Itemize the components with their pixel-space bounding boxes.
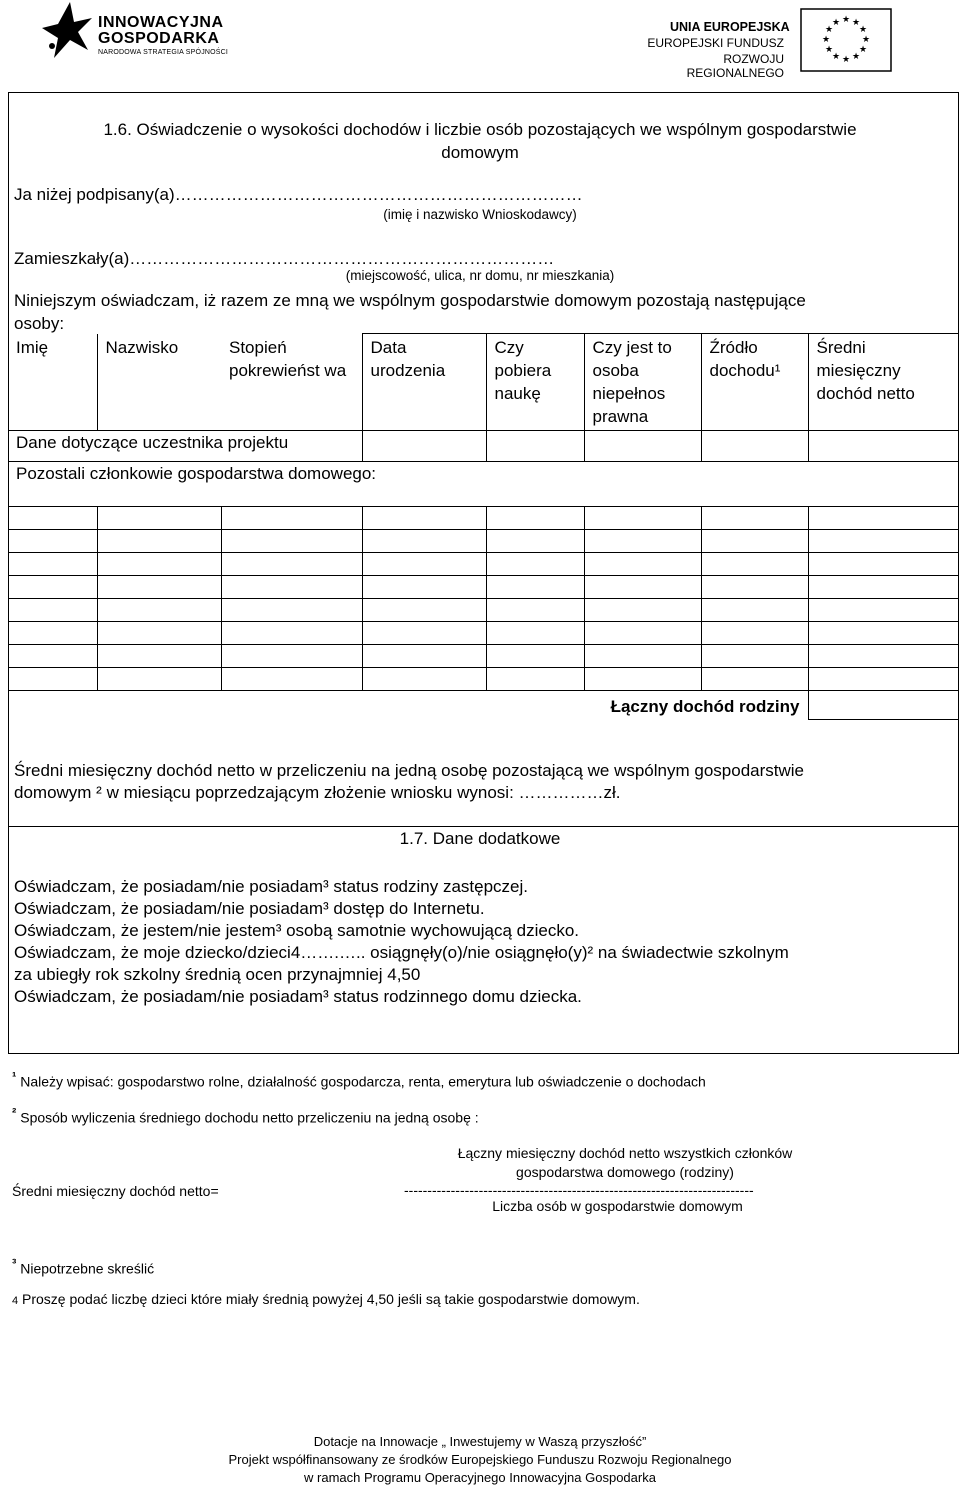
table-cell[interactable]	[362, 530, 486, 553]
table-cell[interactable]	[701, 599, 808, 622]
section-divider	[8, 826, 959, 827]
others-label-row	[8, 462, 959, 507]
participant-row	[8, 431, 959, 462]
table-cell[interactable]	[8, 507, 97, 530]
footer-line1: Dotacje na Innowacje „ Inwestujemy w Waszą przyszłość”	[313, 1434, 647, 1449]
svg-text:★: ★	[824, 45, 834, 55]
table-cell[interactable]	[486, 599, 584, 622]
declaration-line2: osoby:	[14, 314, 65, 333]
table-cell[interactable]	[221, 645, 362, 668]
table-cell[interactable]	[486, 668, 584, 691]
footnote-4-mark: 4	[12, 1295, 19, 1307]
table-row	[8, 668, 959, 691]
col-header-first-name: Imię	[8, 334, 97, 431]
table-cell[interactable]	[8, 576, 97, 599]
table-cell[interactable]	[8, 622, 97, 645]
title-line1: 1.6. Oświadczenie o wysokości dochodów i liczbie osób pozostających we wspólnym gospodarstwie	[103, 120, 857, 139]
table-cell[interactable]	[97, 507, 221, 530]
footnote-1	[12, 1068, 706, 1091]
table-cell[interactable]	[701, 576, 808, 599]
summary-line1: Średni miesięczny dochód netto w przeliczeniu na jedną osobę pozostającą we wspólnym gospodarstwie	[14, 761, 805, 780]
statement-foster-family[interactable]: Oświadczam, że posiadam/nie posiadam³ status rodziny zastępczej.	[14, 877, 529, 896]
svg-text:★: ★	[831, 18, 841, 28]
table-cell[interactable]	[808, 599, 959, 622]
table-cell[interactable]	[486, 530, 584, 553]
svg-text:★: ★	[841, 15, 851, 25]
table-cell[interactable]	[808, 553, 959, 576]
footnote-4-text: Proszę podać liczbę dzieci które miały średnią powyżej 4,50 jeśli są takie gospodarstwie domowym.	[22, 1291, 640, 1307]
table-cell[interactable]	[221, 668, 362, 691]
table-cell[interactable]	[701, 668, 808, 691]
table-cell[interactable]	[584, 668, 701, 691]
statement-child-grades-cont: za ubiegły rok szkolny średnią ocen przynajmniej 4,50	[14, 965, 421, 984]
table-cell[interactable]	[701, 645, 808, 668]
table-cell[interactable]	[584, 576, 701, 599]
total-row	[8, 691, 959, 720]
svg-text:★: ★	[824, 25, 834, 35]
formula-denominator: Liczba osób w gospodarstwie domowym	[492, 1198, 743, 1214]
table-cell[interactable]	[8, 530, 97, 553]
table-cell[interactable]	[701, 553, 808, 576]
footnote-2-text: Sposób wyliczenia średniego dochodu netto przeliczeniu na jedną osobę :	[20, 1109, 479, 1126]
eu-logo-line3: ROZWOJU REGIONALNEGO	[686, 52, 784, 80]
footer-line2: Projekt współfinansowany ze środków Europejskiego Funduszu Rozwoju Regionalnego	[228, 1452, 732, 1467]
table-cell[interactable]	[808, 645, 959, 668]
eu-logo	[630, 8, 930, 80]
table-cell[interactable]	[97, 530, 221, 553]
svg-text:★: ★	[851, 18, 861, 28]
section-1-7-heading: 1.7. Dane dodatkowe	[399, 829, 561, 848]
table-cell[interactable]	[362, 599, 486, 622]
table-cell[interactable]	[362, 576, 486, 599]
svg-text:★: ★	[831, 52, 841, 62]
table-cell[interactable]	[362, 645, 486, 668]
participant-label: Dane dotyczące uczestnika projektu	[8, 431, 362, 462]
footnote-3-text: Niepotrzebne skreślić	[20, 1260, 155, 1277]
formula-numerator-line1: Łączny miesięczny dochód netto wszystkich członków	[457, 1145, 793, 1161]
table-cell[interactable]	[221, 507, 362, 530]
table-cell[interactable]	[362, 553, 486, 576]
table-cell[interactable]	[362, 668, 486, 691]
logo-text-line2: GOSPODARKA	[98, 30, 220, 47]
footnote-1-mark: ¹	[12, 1069, 17, 1084]
page-footer	[0, 1433, 960, 1487]
statement-family-orphanage[interactable]: Oświadczam, że posiadam/nie posiadam³ status rodzinnego domu dziecka.	[14, 987, 582, 1006]
table-cell[interactable]	[221, 530, 362, 553]
table-cell[interactable]	[701, 431, 808, 462]
declaration-line1: Niniejszym oświadczam, iż razem ze mną we wspólnym gospodarstwie domowym pozostają następujące	[14, 291, 806, 310]
table-cell[interactable]	[486, 645, 584, 668]
table-row	[8, 507, 959, 530]
statement-single-parent[interactable]: Oświadczam, że jestem/nie jestem³ osobą samotnie wychowującą dziecko.	[14, 921, 580, 940]
household-members-table	[8, 333, 959, 720]
table-cell[interactable]	[221, 553, 362, 576]
total-label: Łączny dochód rodziny	[8, 691, 808, 720]
table-cell[interactable]	[808, 431, 959, 462]
table-cell[interactable]	[97, 553, 221, 576]
eu-logo-line2: EUROPEJSKI FUNDUSZ	[647, 36, 784, 50]
additional-data-block	[14, 876, 954, 1008]
table-cell[interactable]	[221, 622, 362, 645]
statement-child-grades[interactable]: Oświadczam, że moje dziecko/dzieci4…….….. osiągnęły(o)/nie osiągnęło(y)² na świadectwie szkolnym	[14, 943, 789, 962]
table-cell[interactable]	[584, 553, 701, 576]
table-cell[interactable]	[584, 622, 701, 645]
svg-text:★: ★	[821, 35, 831, 45]
table-cell[interactable]	[701, 622, 808, 645]
eu-logo-line1: UNIA EUROPEJSKA	[670, 20, 790, 34]
resident-field[interactable]: Zamieszkały(a)…………………………………………………………………	[14, 249, 555, 268]
table-cell[interactable]	[97, 599, 221, 622]
col-header-birth-date: Data urodzenia	[362, 334, 486, 431]
table-row	[8, 645, 959, 668]
table-cell[interactable]	[701, 530, 808, 553]
footnote-1-text: Należy wpisać: gospodarstwo rolne, działalność gospodarcza, renta, emerytura lub oświadczenie o dochodach	[20, 1073, 706, 1090]
footer-line3: w ramach Programu Operacyjnego Innowacyjna Gospodarka	[304, 1470, 656, 1485]
table-cell[interactable]	[97, 668, 221, 691]
svg-text:★: ★	[851, 52, 861, 62]
average-income-statement	[14, 760, 954, 804]
signer-field[interactable]: Ja niżej podpisany(a)………………………………………………………………	[14, 185, 583, 204]
statement-internet-access[interactable]: Oświadczam, że posiadam/nie posiadam³ dostęp do Internetu.	[14, 899, 485, 918]
table-cell[interactable]	[8, 599, 97, 622]
table-cell[interactable]	[221, 599, 362, 622]
footnote-4	[12, 1290, 640, 1310]
footnote-3-mark: ³	[12, 1256, 17, 1271]
table-cell[interactable]	[808, 576, 959, 599]
total-value-cell[interactable]	[808, 691, 959, 720]
logo-star-icon	[40, 2, 94, 58]
formula-numerator	[400, 1144, 850, 1182]
table-cell[interactable]	[486, 622, 584, 645]
innowacyjna-gospodarka-logo	[40, 0, 240, 62]
formula-numerator-line2: gospodarstwa domowego (rodziny)	[516, 1164, 734, 1180]
col-header-relationship: Stopień pokrewieńst wa	[221, 334, 362, 431]
table-cell[interactable]	[97, 645, 221, 668]
table-cell[interactable]	[584, 599, 701, 622]
col-header-disabled: Czy jest to osoba niepełnos prawna	[584, 334, 701, 431]
logo-text-line3: NARODOWA STRATEGIA SPÓJNOŚCI	[98, 49, 229, 56]
table-cell[interactable]	[808, 530, 959, 553]
logo-text-line1: INNOWACYJNA	[98, 14, 224, 31]
table-cell[interactable]	[362, 622, 486, 645]
formula-bar: ---------------------------------------------------------------------------	[404, 1182, 754, 1198]
table-cell[interactable]	[362, 507, 486, 530]
table-cell[interactable]	[362, 431, 486, 462]
table-cell[interactable]	[584, 507, 701, 530]
svg-text:★: ★	[858, 45, 868, 55]
table-row	[8, 553, 959, 576]
table-row	[8, 530, 959, 553]
formula-left: Średni miesięczny dochód netto=	[12, 1183, 219, 1199]
table-header-row	[8, 334, 959, 431]
signer-caption: (imię i nazwisko Wnioskodawcy)	[383, 207, 577, 222]
table-cell[interactable]	[486, 507, 584, 530]
table-cell[interactable]	[584, 645, 701, 668]
resident-caption: (miejscowość, ulica, nr domu, nr mieszkania)	[345, 268, 615, 283]
col-header-studying: Czy pobiera naukę	[486, 334, 584, 431]
svg-text:★: ★	[858, 25, 868, 35]
table-cell[interactable]	[8, 645, 97, 668]
table-row	[8, 576, 959, 599]
table-cell[interactable]	[486, 431, 584, 462]
col-header-income-source: Źródło dochodu¹	[701, 334, 808, 431]
table-cell[interactable]	[97, 622, 221, 645]
table-cell[interactable]	[486, 576, 584, 599]
col-header-last-name: Nazwisko	[105, 337, 179, 357]
footnote-2-mark: ²	[12, 1105, 17, 1120]
title-line2: domowym	[441, 143, 519, 162]
table-cell[interactable]	[808, 668, 959, 691]
col-header-avg-income: Średni miesięczny dochód netto	[808, 334, 959, 431]
footnote-2	[12, 1104, 479, 1127]
summary-line2: domowym ² w miesiącu poprzedzającym złożenie wniosku wynosi: ……………zł.	[14, 783, 621, 802]
table-cell[interactable]	[97, 576, 221, 599]
svg-text:★: ★	[841, 55, 851, 65]
svg-text:★: ★	[861, 35, 871, 45]
table-row	[8, 599, 959, 622]
table-row	[8, 622, 959, 645]
table-cell[interactable]	[221, 576, 362, 599]
eu-flag-icon	[800, 8, 892, 72]
table-cell[interactable]	[8, 553, 97, 576]
others-label: Pozostali członkowie gospodarstwa domowego:	[8, 462, 959, 507]
table-cell[interactable]	[584, 530, 701, 553]
table-cell[interactable]	[808, 507, 959, 530]
footnote-3	[12, 1255, 154, 1278]
section-1-6-title	[20, 118, 940, 164]
table-cell[interactable]	[808, 622, 959, 645]
table-cell[interactable]	[584, 431, 701, 462]
table-cell[interactable]	[486, 553, 584, 576]
table-cell[interactable]	[8, 668, 97, 691]
table-cell[interactable]	[701, 507, 808, 530]
